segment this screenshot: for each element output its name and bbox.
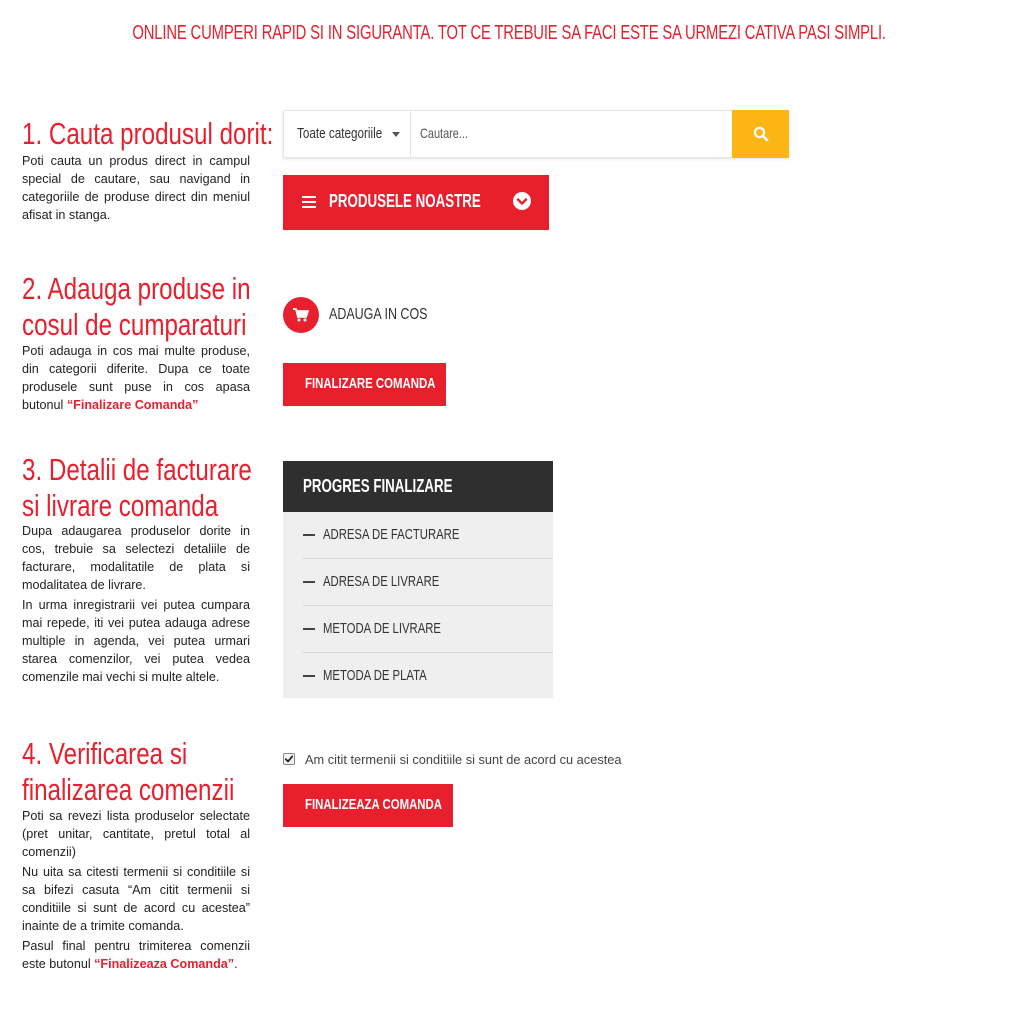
step2-title: 2. Adauga produse in cosul de cumparaturi — [22, 271, 251, 342]
cart-icon-circle — [283, 297, 319, 333]
progress-header — [283, 461, 553, 512]
step3-title: 3. Detalii de facturare si livrare comanda — [22, 452, 252, 523]
step3-description: Dupa adaugarea produselor dorite in cos, trebuie sa selectezi detaliile de facturare, modalitatile de plata si modalitatea de livrare. In urma inregistrarii vei putea cumpara mai repede, iti vei putea adauga adrese multiple in agenda, vei putea urmari starea comenzilor, vei putea vedea comenzile mai vechi si multe altele. — [22, 524, 250, 684]
category-dropdown-label: Toate categoriile — [297, 125, 383, 142]
intro-banner — [0, 22, 886, 45]
add-to-cart-label: ADAUGA IN COS — [329, 306, 428, 323]
search-bar — [283, 110, 789, 158]
step4-description: Poti sa revezi lista produselor selectate (pret unitar, cantitate, pretul total al comenzii) Nu uita sa citesti termenii si conditiile si sa bifezi casuta “Am citit termenii si conditiile si sunt de acord cu acestea” inainte de a trimite comanda. Pasul final pentru trimiterea comenzii este butonul “Finalizeaza Comanda”. — [22, 809, 250, 971]
step2-description: Poti adauga in cos mai multe produse, din categorii diferite. Dupa ce toate produsele sunt puse in cos apasa butonul “Finalizare Comanda” — [22, 344, 250, 412]
terms-label: Am citit termenii si conditiile si sunt de acord cu acestea — [305, 752, 622, 767]
progress-step-shipping-method[interactable]: METODA DE LIVRARE — [303, 606, 553, 653]
progress-step-billing[interactable]: ADRESA DE FACTURARE — [303, 512, 553, 559]
checkout-button-label: FINALIZARE COMANDA — [305, 375, 436, 392]
step1-title: 1. Cauta produsul dorit: — [22, 116, 274, 151]
checkout-button[interactable] — [283, 363, 446, 406]
finalize-order-label: FINALIZEAZA COMANDA — [305, 796, 443, 813]
checkout-progress-panel — [283, 461, 553, 698]
progress-step-payment-method[interactable]: METODA DE PLATA — [303, 653, 553, 700]
terms-checkbox[interactable] — [283, 753, 295, 765]
progress-step-shipping-address[interactable]: ADRESA DE LIVRARE — [303, 559, 553, 606]
products-menu-button[interactable] — [283, 175, 549, 230]
dash-icon — [303, 675, 315, 677]
progress-title: PROGRES FINALIZARE — [303, 476, 453, 496]
search-icon — [753, 126, 769, 142]
search-input[interactable] — [420, 119, 720, 149]
category-dropdown[interactable] — [284, 111, 411, 157]
caret-down-icon — [392, 132, 400, 137]
products-menu-label: PRODUSELE NOASTRE — [329, 191, 481, 211]
dash-icon — [303, 628, 315, 630]
search-placeholder: Cautare... — [420, 125, 468, 141]
cart-icon — [293, 308, 309, 322]
intro-text: ONLINE CUMPERI RAPID SI IN SIGURANTA. TOT CE TREBUIE SA FACI ESTE SA URMEZI CATIVA PASI SIMPLI. — [132, 22, 886, 44]
dash-icon — [303, 534, 315, 536]
chevron-down-icon — [513, 192, 531, 210]
hamburger-icon — [302, 196, 316, 208]
step1-description: Poti cauta un produs direct in campul special de cautare, sau navigand in categoriile de produse direct din meniul afisat in stanga. — [22, 154, 250, 222]
dash-icon — [303, 581, 315, 583]
step4-title: 4. Verificarea si finalizarea comenzii — [22, 736, 235, 807]
search-button[interactable] — [732, 110, 789, 158]
checkmark-icon — [284, 754, 294, 764]
finalize-order-button[interactable] — [283, 784, 453, 827]
